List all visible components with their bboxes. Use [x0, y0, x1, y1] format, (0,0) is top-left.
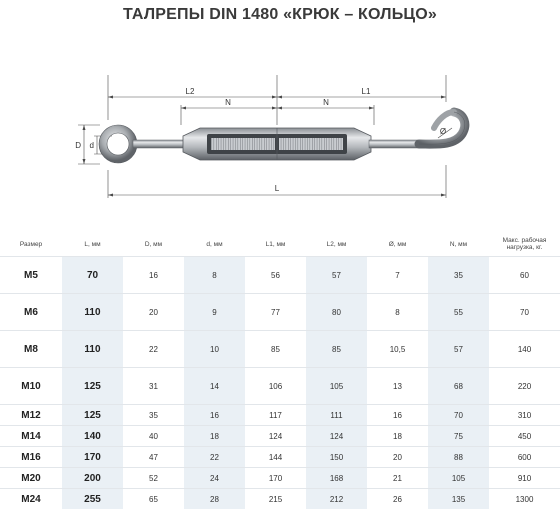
dim-n-left-label: N [225, 98, 231, 107]
cell-l2: 105 [306, 368, 367, 405]
cell-n: 55 [428, 294, 489, 331]
cell-n: 68 [428, 368, 489, 405]
cell-max-load: 450 [489, 426, 560, 447]
table-row [0, 331, 560, 368]
cell-max-load: 310 [489, 405, 560, 426]
cell-l: 125 [62, 368, 123, 405]
spec-table [0, 232, 560, 509]
cell-size: M24 [0, 489, 62, 509]
cell-n: 135 [428, 489, 489, 509]
cell-d-inner: 9 [184, 294, 245, 331]
cell-l: 170 [62, 447, 123, 468]
header-l1: L1, мм [245, 232, 306, 257]
cell-max-load: 1300 [489, 489, 560, 509]
cell-d-inner: 28 [184, 489, 245, 509]
cell-diameter: 8 [367, 294, 428, 331]
cell-max-load: 140 [489, 331, 560, 368]
table-row [0, 368, 560, 405]
cell-l2: 85 [306, 331, 367, 368]
cell-d-inner: 24 [184, 468, 245, 489]
dim-n-right-label: N [323, 98, 329, 107]
cell-d-outer: 31 [123, 368, 184, 405]
cell-l1: 124 [245, 426, 306, 447]
dim-d-outer-label: D [75, 141, 81, 150]
dim-l1-label: L1 [362, 87, 371, 96]
turnbuckle-body [183, 128, 371, 160]
cell-n: 75 [428, 426, 489, 447]
table-row [0, 468, 560, 489]
header-l2: L2, мм [306, 232, 367, 257]
page-title: ТАЛРЕПЫ DIN 1480 «КРЮК – КОЛЬЦО» [0, 6, 560, 24]
table-header-row [0, 232, 560, 257]
cell-l: 200 [62, 468, 123, 489]
cell-l: 255 [62, 489, 123, 509]
cell-l1: 117 [245, 405, 306, 426]
cell-n: 35 [428, 257, 489, 294]
cell-l: 110 [62, 331, 123, 368]
cell-size: M5 [0, 257, 62, 294]
cell-diameter: 21 [367, 468, 428, 489]
cell-l: 125 [62, 405, 123, 426]
cell-size: M10 [0, 368, 62, 405]
cell-diameter: 7 [367, 257, 428, 294]
table-row [0, 447, 560, 468]
header-d-inner: d, мм [184, 232, 245, 257]
cell-l1: 170 [245, 468, 306, 489]
cell-diameter: 26 [367, 489, 428, 509]
cell-d-outer: 52 [123, 468, 184, 489]
table-row [0, 405, 560, 426]
header-max-load: Макс. рабочая нагрузка, кг. [489, 232, 560, 257]
cell-l2: 111 [306, 405, 367, 426]
cell-d-outer: 22 [123, 331, 184, 368]
dim-d-inner-label: d [90, 141, 94, 150]
cell-n: 105 [428, 468, 489, 489]
cell-l2: 212 [306, 489, 367, 509]
dim-l2-label: L2 [186, 87, 195, 96]
cell-max-load: 910 [489, 468, 560, 489]
cell-max-load: 60 [489, 257, 560, 294]
cell-diameter: 20 [367, 447, 428, 468]
cell-d-inner: 22 [184, 447, 245, 468]
cell-l1: 77 [245, 294, 306, 331]
cell-d-outer: 20 [123, 294, 184, 331]
cell-d-inner: 8 [184, 257, 245, 294]
cell-l: 140 [62, 426, 123, 447]
header-size: Размер [0, 232, 62, 257]
cell-size: M6 [0, 294, 62, 331]
cell-l1: 106 [245, 368, 306, 405]
cell-max-load: 600 [489, 447, 560, 468]
cell-l2: 124 [306, 426, 367, 447]
cell-l2: 80 [306, 294, 367, 331]
cell-l2: 57 [306, 257, 367, 294]
cell-diameter: 13 [367, 368, 428, 405]
cell-diameter: 18 [367, 426, 428, 447]
table-row [0, 294, 560, 331]
cell-size: M16 [0, 447, 62, 468]
header-diameter: Ø, мм [367, 232, 428, 257]
cell-size: M20 [0, 468, 62, 489]
eye-end [99, 125, 185, 163]
cell-d-inner: 16 [184, 405, 245, 426]
cell-size: M14 [0, 426, 62, 447]
cell-d-outer: 47 [123, 447, 184, 468]
cell-max-load: 70 [489, 294, 560, 331]
table-row [0, 489, 560, 509]
cell-diameter: 16 [367, 405, 428, 426]
hook-end [369, 112, 465, 148]
table-row [0, 257, 560, 294]
cell-d-outer: 40 [123, 426, 184, 447]
cell-l1: 56 [245, 257, 306, 294]
cell-size: M8 [0, 331, 62, 368]
cell-n: 57 [428, 331, 489, 368]
dim-l-label: L [275, 184, 280, 193]
cell-n: 70 [428, 405, 489, 426]
cell-diameter: 10,5 [367, 331, 428, 368]
cell-l: 110 [62, 294, 123, 331]
header-n: N, мм [428, 232, 489, 257]
turnbuckle-drawing [0, 30, 560, 220]
cell-d-outer: 16 [123, 257, 184, 294]
cell-l1: 215 [245, 489, 306, 509]
cell-l1: 85 [245, 331, 306, 368]
cell-d-outer: 35 [123, 405, 184, 426]
cell-d-inner: 18 [184, 426, 245, 447]
header-l: L, мм [62, 232, 123, 257]
cell-l2: 168 [306, 468, 367, 489]
cell-max-load: 220 [489, 368, 560, 405]
cell-d-outer: 65 [123, 489, 184, 509]
cell-d-inner: 10 [184, 331, 245, 368]
dim-diameter-label: Ø [440, 127, 446, 136]
cell-l2: 150 [306, 447, 367, 468]
table-row [0, 426, 560, 447]
cell-l: 70 [62, 257, 123, 294]
header-d-outer: D, мм [123, 232, 184, 257]
cell-d-inner: 14 [184, 368, 245, 405]
cell-n: 88 [428, 447, 489, 468]
cell-l1: 144 [245, 447, 306, 468]
cell-size: M12 [0, 405, 62, 426]
